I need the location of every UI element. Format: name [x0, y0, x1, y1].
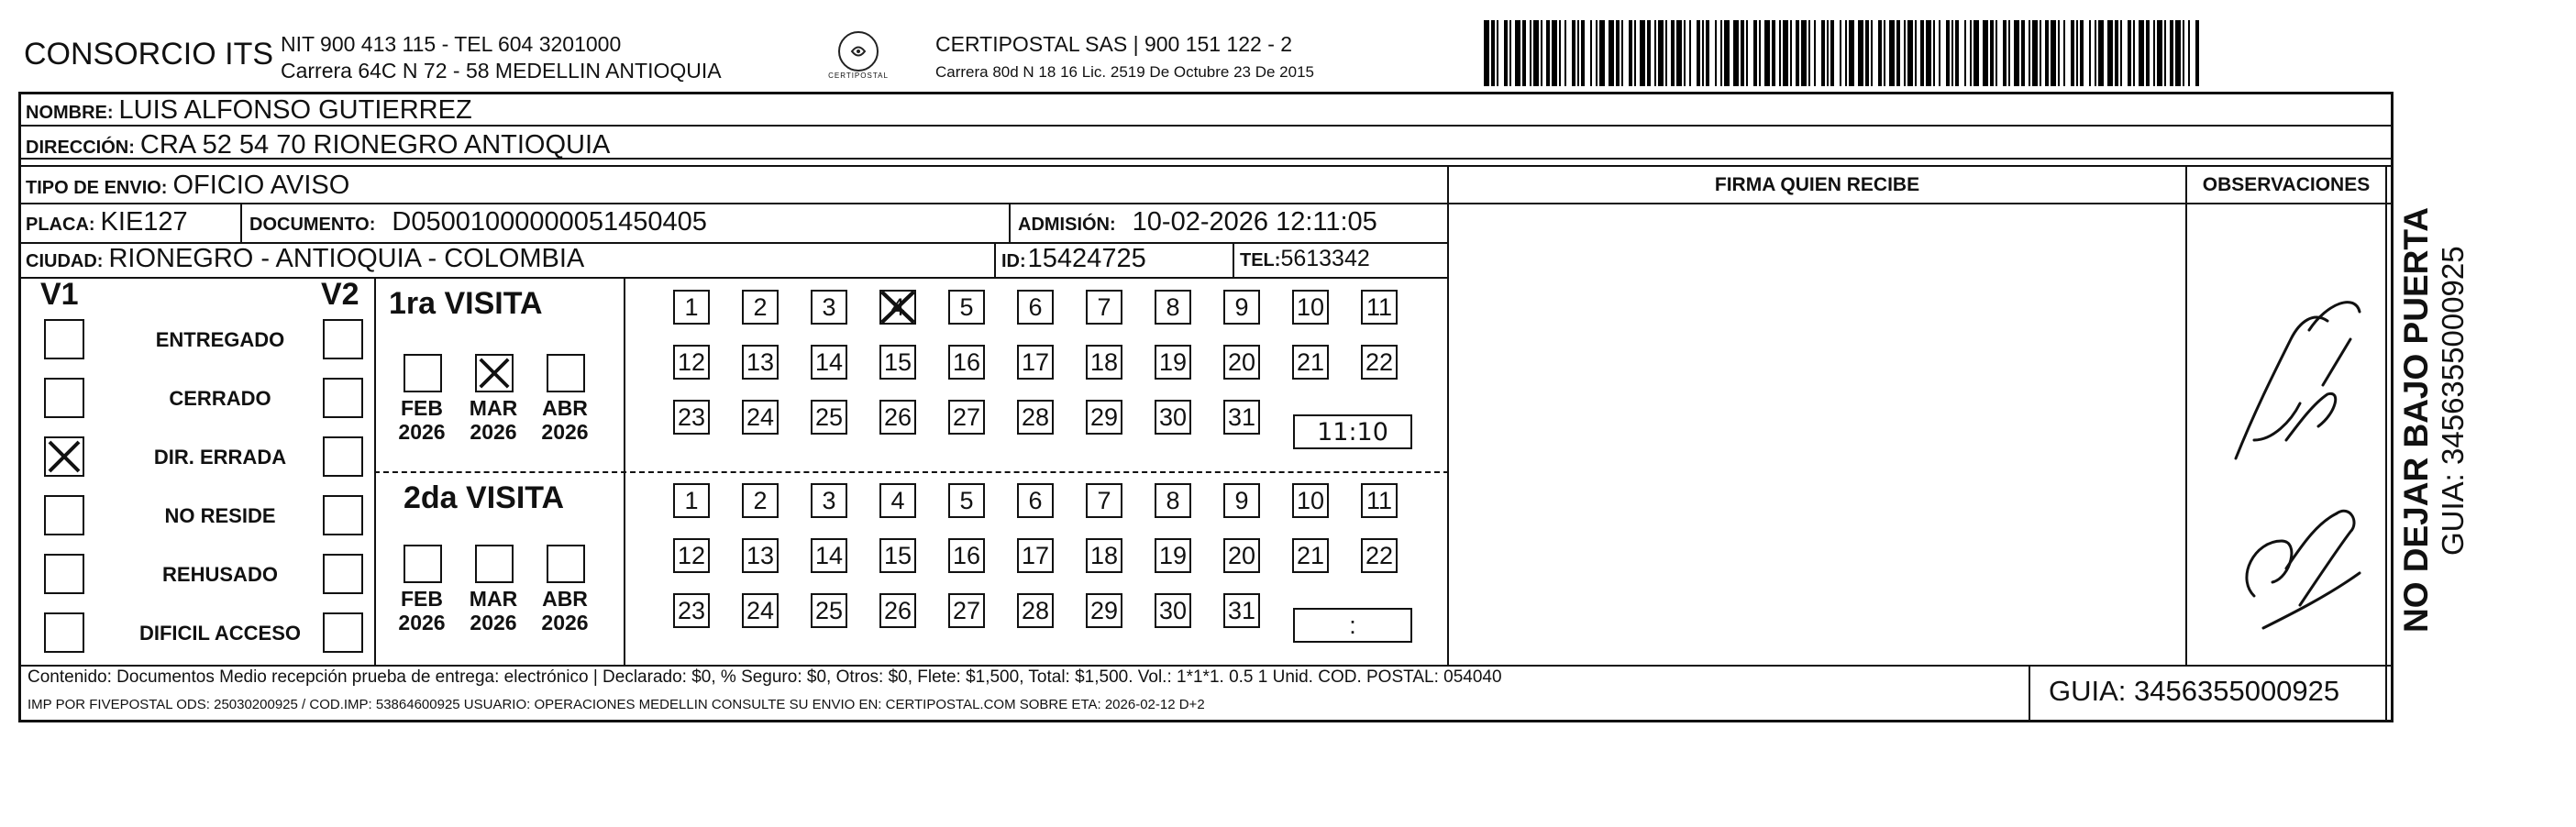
first-visit-title: 1ra VISITA: [389, 286, 543, 321]
divider: [374, 471, 1449, 473]
day-number: 1: [684, 486, 699, 514]
observaciones-header: OBSERVACIONES: [2202, 174, 2371, 195]
v1-checkbox[interactable]: [44, 319, 84, 359]
barcode: [1484, 20, 2208, 86]
nombre-label: NOMBRE:: [26, 103, 114, 123]
v1-checkbox[interactable]: [44, 378, 84, 418]
month-name: MAR: [469, 396, 518, 420]
day-cell[interactable]: [879, 345, 916, 380]
day-cell[interactable]: [1292, 345, 1329, 380]
documento-row: [249, 207, 707, 237]
day-cell[interactable]: [673, 593, 710, 628]
day-number: 19: [1158, 347, 1188, 376]
day-number: 27: [952, 596, 981, 624]
divider: [2385, 165, 2387, 722]
day-number: 8: [1166, 292, 1180, 321]
month-label: [464, 396, 523, 444]
ciudad-value: RIONEGRO - ANTIOQUIA - COLOMBIA: [108, 244, 585, 273]
status-label: CERRADO: [169, 387, 271, 410]
month-name: FEB: [401, 396, 443, 420]
day-number: 23: [677, 596, 706, 624]
day-cell[interactable]: [948, 483, 985, 518]
day-number: 21: [1296, 541, 1325, 569]
day-number: 12: [677, 347, 706, 376]
day-cell[interactable]: [673, 538, 710, 573]
day-number: 28: [1021, 402, 1050, 431]
documento-label: DOCUMENTO:: [249, 215, 376, 235]
v2-checkbox[interactable]: [323, 436, 363, 477]
day-cell[interactable]: [948, 345, 985, 380]
divider: [1447, 165, 1449, 665]
ciudad-label: CIUDAD:: [26, 251, 104, 271]
day-number: 18: [1089, 541, 1119, 569]
day-number: 21: [1296, 347, 1325, 376]
day-cell[interactable]: [948, 538, 985, 573]
v1-checkbox[interactable]: [44, 436, 84, 477]
day-cell[interactable]: [673, 345, 710, 380]
day-cell[interactable]: [1292, 538, 1329, 573]
day-number: 7: [1097, 292, 1111, 321]
status-label: DIR. ERRADA: [153, 446, 287, 469]
day-cell[interactable]: [811, 290, 847, 325]
day-cell[interactable]: [1155, 483, 1191, 518]
day-cell[interactable]: [811, 400, 847, 435]
day-cell[interactable]: [742, 483, 779, 518]
observaciones-handwriting: [2199, 266, 2373, 651]
month-year: 2026: [398, 611, 446, 634]
v1-checkbox[interactable]: [44, 495, 84, 535]
day-cell[interactable]: [1086, 400, 1122, 435]
direccion-label: DIRECCIÓN:: [26, 138, 135, 158]
day-number: 27: [952, 402, 981, 431]
day-cell[interactable]: [1155, 538, 1191, 573]
month-name: FEB: [401, 587, 443, 611]
month-name: ABR: [542, 396, 588, 420]
day-number: 13: [746, 541, 775, 569]
v1-checkbox[interactable]: [44, 612, 84, 653]
company-address: Carrera 64C N 72 - 58 MEDELLIN ANTIOQUIA: [281, 59, 722, 83]
day-number: 4: [890, 486, 905, 514]
tel-row: [1240, 246, 1370, 272]
day-cell[interactable]: [1086, 345, 1122, 380]
month-checkbox[interactable]: [475, 545, 514, 583]
day-number: 10: [1296, 486, 1325, 514]
placa-row: [26, 207, 188, 237]
day-cell[interactable]: [742, 538, 779, 573]
month-label: [464, 587, 523, 634]
day-cell[interactable]: [1017, 400, 1054, 435]
day-cell[interactable]: [673, 290, 710, 325]
side-guia: GUIA: 3456355000925: [2436, 246, 2470, 556]
day-number: 30: [1158, 402, 1188, 431]
day-number: 5: [959, 486, 974, 514]
day-number: 12: [677, 541, 706, 569]
day-number: 26: [883, 596, 912, 624]
day-cell[interactable]: [879, 290, 916, 325]
day-number: 16: [952, 347, 981, 376]
day-cell[interactable]: [1223, 593, 1260, 628]
day-cell[interactable]: [879, 400, 916, 435]
day-number: 16: [952, 541, 981, 569]
day-number: 19: [1158, 541, 1188, 569]
v2-checkbox[interactable]: [323, 319, 363, 359]
direccion-row: [26, 130, 610, 160]
v2-checkbox[interactable]: [323, 554, 363, 594]
day-number: 30: [1158, 596, 1188, 624]
day-cell[interactable]: [1155, 345, 1191, 380]
day-cell[interactable]: [1017, 538, 1054, 573]
divider: [18, 203, 2394, 204]
nombre-value: LUIS ALFONSO GUTIERREZ: [118, 95, 472, 125]
day-number: 7: [1097, 486, 1111, 514]
divider: [18, 665, 2394, 667]
tipo-value: OFICIO AVISO: [172, 171, 350, 200]
day-number: 22: [1365, 541, 1394, 569]
month-label: [536, 587, 594, 634]
month-year: 2026: [470, 611, 517, 634]
admision-label: ADMISIÓN:: [1018, 215, 1116, 235]
admision-row: [1018, 207, 1377, 237]
day-cell[interactable]: [1017, 593, 1054, 628]
divider: [18, 165, 2394, 167]
placa-label: PLACA:: [26, 215, 95, 235]
month-year: 2026: [470, 420, 517, 444]
month-checkbox[interactable]: [475, 354, 514, 392]
day-number: 9: [1234, 486, 1249, 514]
v1-header: V1: [40, 277, 79, 312]
courier-logo-text: CERTIPOSTAL: [828, 72, 889, 80]
day-number: 29: [1089, 402, 1119, 431]
id-label: ID:: [1001, 251, 1026, 271]
documento-value: D05001000000051450405: [392, 207, 707, 237]
day-number: 9: [1234, 292, 1249, 321]
day-number: 18: [1089, 347, 1119, 376]
day-cell[interactable]: [1223, 483, 1260, 518]
day-number: 2: [753, 486, 768, 514]
courier-logo-icon: [838, 31, 879, 72]
day-number: 31: [1227, 596, 1256, 624]
second-visit-title: 2da VISITA: [404, 480, 565, 515]
status-label: ENTREGADO: [155, 328, 285, 351]
day-cell[interactable]: [1017, 345, 1054, 380]
month-label: [536, 396, 594, 444]
status-label: NO RESIDE: [164, 504, 276, 527]
day-number: 4: [890, 292, 905, 321]
day-cell[interactable]: [1086, 538, 1122, 573]
tel-value: 5613342: [1280, 246, 1370, 271]
divider: [1009, 203, 1011, 242]
month-label: [392, 396, 451, 444]
id-row: [1001, 244, 1146, 274]
day-cell[interactable]: [1086, 483, 1122, 518]
day-cell[interactable]: [948, 400, 985, 435]
day-number: 20: [1227, 541, 1256, 569]
month-checkbox[interactable]: [547, 545, 585, 583]
day-cell[interactable]: [1155, 290, 1191, 325]
company-name: CONSORCIO ITS: [24, 37, 274, 72]
month-year: 2026: [398, 420, 446, 444]
day-number: 5: [959, 292, 974, 321]
divider: [994, 242, 996, 277]
tipo-label: TIPO DE ENVIO:: [26, 178, 168, 198]
barcode-bar: [2195, 20, 2199, 86]
day-cell[interactable]: [1223, 538, 1260, 573]
month-year: 2026: [541, 611, 589, 634]
day-cell[interactable]: [1223, 290, 1260, 325]
footer-guia: GUIA: 3456355000925: [2049, 675, 2340, 707]
month-name: MAR: [469, 587, 518, 611]
firma-header: FIRMA QUIEN RECIBE: [1714, 174, 1920, 195]
divider: [1233, 242, 1234, 277]
v2-header: V2: [321, 277, 359, 312]
day-cell[interactable]: [811, 593, 847, 628]
day-cell[interactable]: [1223, 345, 1260, 380]
day-cell[interactable]: [742, 400, 779, 435]
tel-label: TEL:: [1240, 250, 1281, 270]
status-label: DIFICIL ACCESO: [138, 622, 301, 645]
v1-checkbox[interactable]: [44, 554, 84, 594]
day-number: 17: [1021, 541, 1050, 569]
day-cell[interactable]: [1086, 290, 1122, 325]
divider: [18, 277, 1449, 279]
day-number: 6: [1028, 292, 1043, 321]
day-number: 22: [1365, 347, 1394, 376]
day-cell[interactable]: [742, 345, 779, 380]
day-check-mark: [878, 288, 918, 326]
day-number: 8: [1166, 486, 1180, 514]
ciudad-row: [26, 244, 584, 274]
divider: [2185, 165, 2187, 665]
month-checkbox[interactable]: [547, 354, 585, 392]
month-year: 2026: [541, 420, 589, 444]
day-number: 25: [814, 402, 844, 431]
day-cell[interactable]: [742, 593, 779, 628]
day-number: 15: [883, 541, 912, 569]
nombre-row: [26, 95, 472, 126]
day-number: 26: [883, 402, 912, 431]
courier-address: Carrera 80d N 18 16 Lic. 2519 De Octubre 23 De 2015: [935, 63, 1314, 81]
day-number: 3: [822, 486, 836, 514]
day-cell[interactable]: [1361, 483, 1398, 518]
day-number: 3: [822, 292, 836, 321]
day-cell[interactable]: [811, 538, 847, 573]
day-number: 24: [746, 596, 775, 624]
v2-checkbox[interactable]: [323, 495, 363, 535]
day-number: 11: [1365, 292, 1393, 321]
id-value: 15424725: [1027, 244, 1146, 273]
day-cell[interactable]: [879, 593, 916, 628]
day-cell[interactable]: [1017, 483, 1054, 518]
day-cell[interactable]: [1361, 538, 1398, 573]
day-cell[interactable]: [1223, 400, 1260, 435]
day-number: 29: [1089, 596, 1119, 624]
day-cell[interactable]: [1292, 483, 1329, 518]
admision-value: 10-02-2026 12:11:05: [1132, 207, 1377, 237]
day-number: 6: [1028, 486, 1043, 514]
divider: [240, 203, 242, 242]
company-nit: NIT 900 413 115 - TEL 604 3201000: [281, 32, 622, 56]
day-cell[interactable]: [811, 345, 847, 380]
placa-value: KIE127: [100, 207, 188, 237]
second-visit-time-value: :: [1349, 611, 1356, 639]
day-number: 20: [1227, 347, 1256, 376]
day-number: 2: [753, 292, 768, 321]
day-cell[interactable]: [673, 400, 710, 435]
day-number: 1: [684, 292, 699, 321]
day-number: 25: [814, 596, 844, 624]
day-number: 14: [814, 347, 844, 376]
first-visit-time[interactable]: [1293, 414, 1412, 449]
footer-print-info: IMP POR FIVEPOSTAL ODS: 25030200925 / COD.IMP: 53864600925 USUARIO: OPERACIONES MEDELLIN CONSULTE SU ENVIO EN: CERTIPOSTAL.COM SOBRE ETA: 2026-02-12 D+2: [28, 697, 1205, 712]
day-number: 10: [1296, 292, 1325, 321]
month-checkbox[interactable]: [404, 545, 442, 583]
day-cell[interactable]: [811, 483, 847, 518]
side-warning: NO DEJAR BAJO PUERTA: [2397, 207, 2435, 633]
day-cell[interactable]: [1361, 345, 1398, 380]
day-cell[interactable]: [1292, 290, 1329, 325]
second-visit-time[interactable]: [1293, 608, 1412, 643]
day-number: 17: [1021, 347, 1050, 376]
day-number: 13: [746, 347, 775, 376]
day-cell[interactable]: [879, 538, 916, 573]
day-cell[interactable]: [948, 290, 985, 325]
day-number: 23: [677, 402, 706, 431]
day-number: 31: [1227, 402, 1256, 431]
month-label: [392, 587, 451, 634]
courier-name: CERTIPOSTAL SAS | 900 151 122 - 2: [935, 32, 1293, 56]
day-cell[interactable]: [948, 593, 985, 628]
day-cell[interactable]: [673, 483, 710, 518]
day-cell[interactable]: [1086, 593, 1122, 628]
first-visit-time-value: 11:10: [1317, 417, 1388, 447]
day-number: 14: [814, 541, 844, 569]
month-name: ABR: [542, 587, 588, 611]
v2-checkbox[interactable]: [323, 378, 363, 418]
courier-logo: [813, 31, 904, 80]
direccion-value: CRA 52 54 70 RIONEGRO ANTIOQUIA: [139, 130, 611, 160]
day-cell[interactable]: [1361, 290, 1398, 325]
footer-content: Contenido: Documentos Medio recepción prueba de entrega: electrónico | Declarado: $0, % Seguro: $0, Otros: $0, Flete: $1,500, Total: $1,500. Vol.: 1*1*1. 0.5 1 Unid. COD. POSTAL: 054040: [28, 667, 1502, 687]
day-cell[interactable]: [879, 483, 916, 518]
day-cell[interactable]: [1155, 593, 1191, 628]
month-checkbox[interactable]: [404, 354, 442, 392]
day-number: 11: [1365, 486, 1393, 514]
day-number: 28: [1021, 596, 1050, 624]
divider: [2029, 665, 2030, 722]
tipo-row: [26, 171, 349, 201]
day-cell[interactable]: [742, 290, 779, 325]
v2-checkbox[interactable]: [323, 612, 363, 653]
day-cell[interactable]: [1017, 290, 1054, 325]
day-number: 15: [883, 347, 912, 376]
day-number: 24: [746, 402, 775, 431]
day-cell[interactable]: [1155, 400, 1191, 435]
status-label: REHUSADO: [162, 563, 278, 586]
